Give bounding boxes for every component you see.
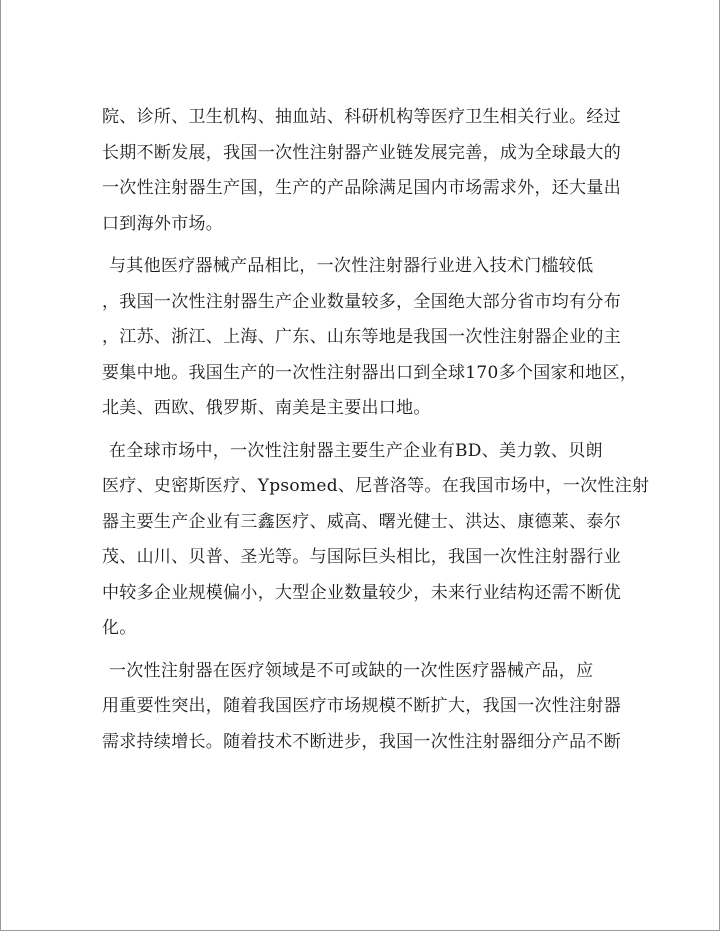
text-line: 化。 xyxy=(102,618,137,638)
text-line: 一次性注射器在医疗领域是不可或缺的一次性医疗器械产品，应 xyxy=(109,660,594,681)
text-line: 院、诊所、卫生机构、抽血站、科研机构等医疗卫生相关行业。经过 xyxy=(102,107,621,127)
text-line: 器主要生产企业有三鑫医疗、威高、曙光健士、洪达、康德莱、泰尔 xyxy=(102,511,621,532)
text-line: 中较多企业规模偏小，大型企业数量较少，未来行业结构还需不断优 xyxy=(102,582,621,603)
text-line: 茂、山川、贝普、圣光等。与国际巨头相比，我国一次性注射器行业 xyxy=(102,547,621,567)
text-line: 口到海外市场。 xyxy=(102,213,224,234)
paragraph-2 xyxy=(102,249,638,427)
text-line: 医疗、史密斯医疗、Ypsomed、尼普洛等。在我国市场中，一次性注射 xyxy=(102,476,650,496)
text-line: 一次性注射器生产国，生产的产品除满足国内市场需求外，还大量出 xyxy=(102,178,621,198)
text-line: 长期不断发展，我国一次性注射器产业链发展完善，成为全球最大的 xyxy=(102,142,621,163)
paragraph-4 xyxy=(102,654,626,761)
text-line: ，我国一次性注射器生产企业数量较多，全国绝大部分省市均有分布 xyxy=(102,291,621,312)
paragraph-3 xyxy=(102,434,650,647)
text-line: 在全球市场中，一次性注射器主要生产企业有BD、美力敦、贝朗 xyxy=(109,440,603,461)
text-line: 用重要性突出，随着我国医疗市场规模不断扩大，我国一次性注射器 xyxy=(102,696,621,716)
text-line: 要集中地。我国生产的一次性注射器出口到全球170多个国家和地区， xyxy=(102,362,638,383)
text-line: ，江苏、浙江、上海、广东、山东等地是我国一次性注射器企业的主 xyxy=(102,327,621,347)
text-line: 与其他医疗器械产品相比，一次性注射器行业进入技术门槛较低 xyxy=(109,256,594,276)
paragraph-1 xyxy=(102,100,626,242)
text-line: 北美、西欧、俄罗斯、南美是主要出口地。 xyxy=(102,398,431,418)
text-line: 需求持续增长。随着技术不断进步，我国一次性注射器细分产品不断 xyxy=(102,731,621,752)
document-body xyxy=(102,100,650,760)
